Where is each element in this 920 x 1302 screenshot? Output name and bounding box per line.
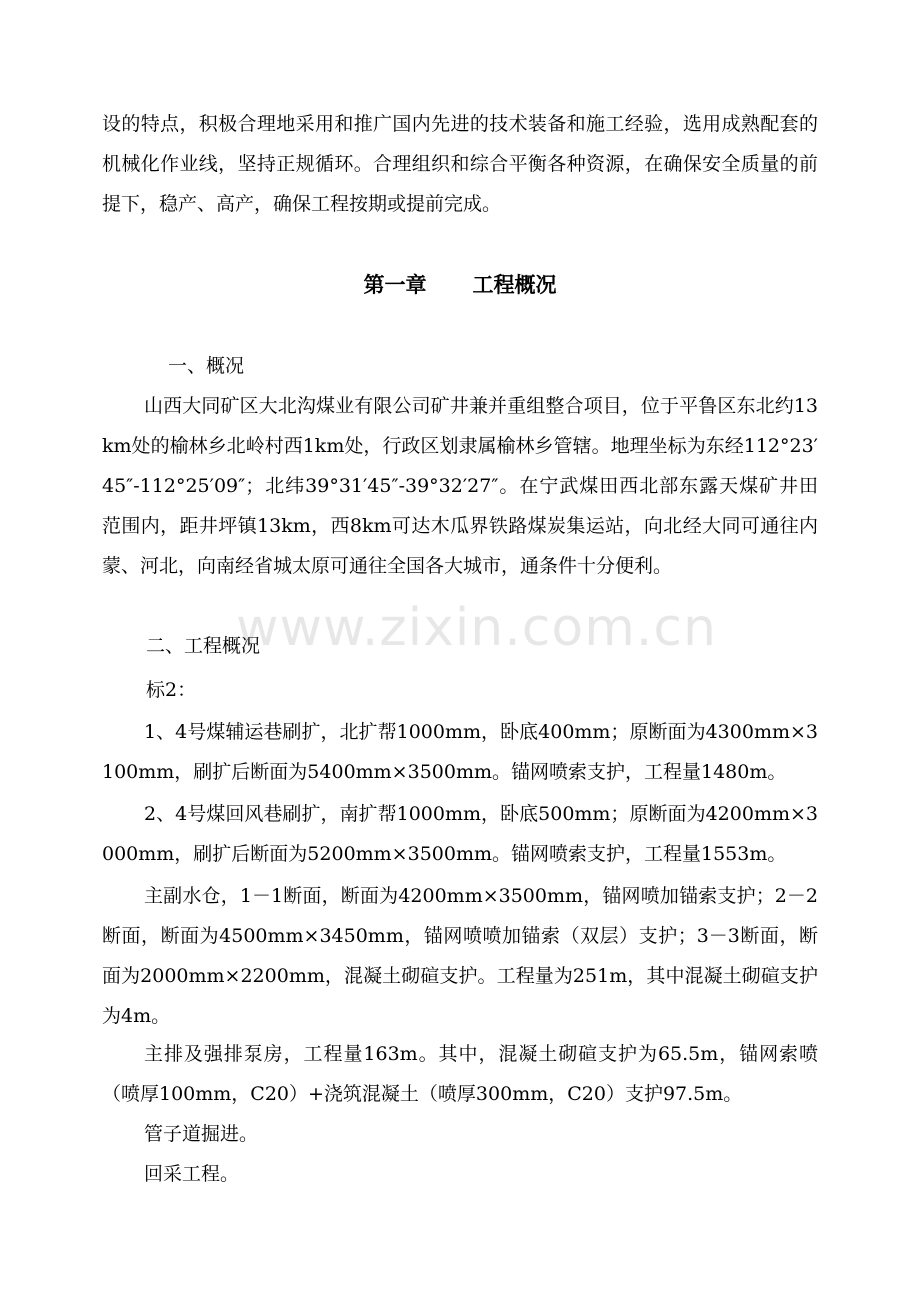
chapter-number: 第一章 — [363, 273, 427, 297]
item-4: 主排及强排泵房，工程量163m。其中，混凝土砌碹支护为65.5m，锚网索喷（喷厚100mm，C20）+浇筑混凝土（喷厚300mm，C20）支护97.5m。 — [102, 1043, 818, 1105]
item-1: 1、4号煤辅运巷刷扩，北扩帮1000mm，卧底400mm；原断面为4300mm×3100mm，刷扩后断面为5400mm×3500mm。锚网喷索支护，工程量1480m。 — [102, 721, 818, 783]
item-5: 管子道掘进。 — [144, 1123, 259, 1145]
item-2: 2、4号煤回风巷刷扩，南扩帮1000mm，卧底500mm；原断面为4200mm×3000mm，刷扩后断面为5200mm×3500mm。锚网喷索支护，工程量1553m。 — [102, 803, 818, 865]
chapter-heading — [0, 270, 920, 300]
chapter-title: 工程概况 — [472, 273, 557, 297]
section1-body: 山西大同矿区大北沟煤业有限公司矿井兼并重组整合项目，位于平鲁区东北约13km处的榆林乡北岭村西1km处，行政区划隶属榆林乡管辖。地理坐标为东经112°23′45″-112°25′09″；北纬39°31′45″-39°32′27″。在宁武煤田西北部东露天煤矿井田范围内，距井坪镇13km，西8km可达木瓜界铁路煤炭集运站，向北经大同可通往内蒙、河北，向南经省城太原可通往全国各大城市，通条件十分便利。 — [102, 395, 818, 577]
item-3: 主副水仓，1－1断面，断面为4200mm×3500mm，锚网喷加锚索支护；2－2断面，断面为4500mm×3450mm，锚网喷喷加锚索（双层）支护；3－3断面，断面为2000mm×2200mm，混凝土砌碹支护。工程量为251m，其中混凝土砌碹支护为4m。 — [102, 885, 818, 1027]
item-6: 回采工程。 — [144, 1163, 240, 1185]
watermark: www.zixin.com.cn — [236, 598, 717, 658]
section2-label: 标2： — [146, 679, 197, 701]
intro-paragraph: 设的特点，积极合理地采用和推广国内先进的技术装备和施工经验，选用成熟配套的机械化作业线，坚持正规循环。合理组织和综合平衡各种资源，在确保安全质量的前提下，稳产、高产，确保工程按期或提前完成。 — [102, 113, 818, 215]
section2-heading: 二、工程概况 — [146, 635, 261, 657]
section1-heading: 一、概况 — [168, 355, 245, 377]
